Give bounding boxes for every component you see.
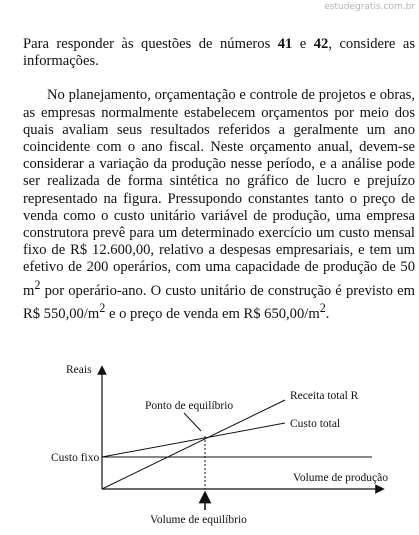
question-text [23, 36, 415, 323]
watermark: estudegratis.com.br [324, 2, 415, 12]
breakeven-diagram [0, 355, 419, 535]
y-axis-label: Reais [66, 364, 92, 376]
breakeven-point-pointer [184, 413, 201, 431]
breakeven-point-label: Ponto de equilíbrio [145, 400, 234, 412]
breakeven-volume-label: Volume de equilíbrio [150, 514, 247, 526]
question-number-41: 41 [277, 36, 293, 52]
fixed-cost-label: Custo fixo [51, 452, 100, 464]
body-paragraph [23, 87, 415, 322]
intro-mid: e [292, 36, 314, 52]
intro-after: , considere as informações. [23, 36, 415, 70]
x-axis-label: Volume de produção [293, 472, 388, 484]
superscript-2-b: 2 [99, 300, 106, 315]
total-cost-label: Custo total [290, 418, 341, 430]
body-part-2: por operário-ano. O custo unitário de construção é previsto em R$ 550,00/m [23, 282, 415, 322]
intro-before: Para responder às questões de números [23, 36, 278, 52]
intro-paragraph [23, 36, 415, 70]
superscript-2-c: 2 [319, 300, 326, 315]
superscript-2-a: 2 [34, 277, 41, 292]
revenue-line [102, 400, 285, 489]
total-cost-line [102, 423, 285, 457]
body-part-4: . [325, 305, 330, 322]
body-part-1: No planejamento, orçamentação e controle de projetos e obras, as empresas normalmente estabelecem orçamentos por meio dos quais avaliam seus resultados referidos a geralmente um ano coincidente com o ano fiscal. Neste orçamento anual, devem-se considerar a variação da produção nesse período, e a análise pode ser realizada de forma sintética no gráfico de lucro e prejuízo representado na figura. Pressupondo constantes tanto o preço de venda como o custo unitário variável de produção, uma empresa construtora prevê para um determinado exercício um custo mensal fixo de R$ 12.600,00, relativo a despesas empresariais, e tem um efetivo de 200 operários, com uma capacidade de produção de 50 m [23, 87, 415, 299]
body-part-3: e o preço de venda em R$ 650,00/m [105, 305, 320, 322]
revenue-line-label: Receita total R [290, 390, 359, 402]
question-number-42: 42 [313, 36, 329, 52]
